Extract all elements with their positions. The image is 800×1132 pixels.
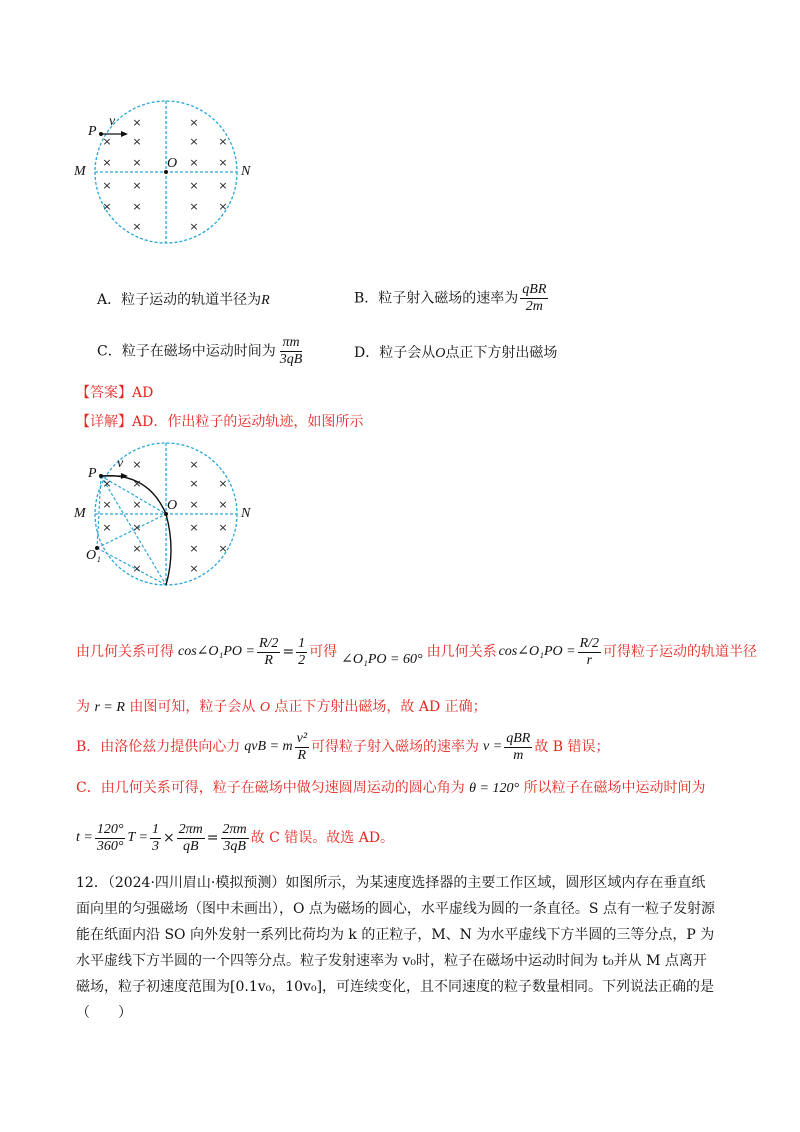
figure1-label-O: O <box>167 156 178 171</box>
figure1-label-P: P <box>88 124 97 139</box>
option-d-math: O <box>435 346 446 361</box>
svg-text:×: × <box>102 156 112 169</box>
detail-text: AD．作出粒子的运动轨迹，如图所示 <box>132 414 364 430</box>
svg-text:×: × <box>189 116 199 129</box>
svg-text:×: × <box>102 135 112 148</box>
svg-text:×: × <box>132 477 142 490</box>
svg-text:×: × <box>189 200 199 213</box>
line1-frac2 <box>296 636 307 669</box>
svg-text:×: × <box>102 179 112 192</box>
line5-frac2-num: 1 <box>151 821 159 837</box>
svg-text:×: × <box>189 220 199 233</box>
line5-frac4-den: 3qB <box>223 838 246 854</box>
line1-frac1-num: R/2 <box>258 635 279 651</box>
line1-frac2-den: 2 <box>298 652 306 668</box>
option-d-tail: 点正下方射出磁场 <box>445 345 558 361</box>
svg-text:×: × <box>218 135 228 148</box>
svg-text:×: × <box>189 135 199 148</box>
svg-text:×: × <box>132 200 142 213</box>
figure2-label-M: M <box>74 506 86 521</box>
figure2-label-O: O <box>167 498 178 513</box>
svg-text:×: × <box>218 179 228 192</box>
line3-frac <box>295 731 309 764</box>
line5-eq: = <box>206 830 219 846</box>
line1-cos2: cos∠O₁PO = <box>498 644 576 659</box>
svg-text:×: × <box>189 498 199 511</box>
line2-text-c: 点正下方射出磁场，故 AD 正确； <box>274 699 487 715</box>
line3-frac2-num: qBR <box>506 730 531 746</box>
line3-frac-num: v² <box>296 730 308 746</box>
svg-text:×: × <box>218 498 228 511</box>
solution-line-2 <box>76 697 487 718</box>
svg-text:×: × <box>218 156 228 169</box>
option-b-fraction <box>520 282 548 315</box>
svg-text:×: × <box>132 521 142 534</box>
line5-frac2 <box>150 822 161 855</box>
svg-text:×: × <box>132 458 142 471</box>
svg-text:×: × <box>189 458 199 471</box>
line2-text-b: 由图可知，粒子会从 <box>129 699 256 715</box>
line5-frac4 <box>221 822 249 855</box>
answer-label: 【答案】 <box>76 385 132 401</box>
line5-T: T = <box>127 830 148 845</box>
detail-label: 【详解】 <box>76 414 132 430</box>
svg-text:×: × <box>132 562 142 575</box>
answer-line <box>76 383 153 403</box>
line1-text-a: 由几何关系可得 <box>76 644 174 660</box>
line5-frac4-num: 2πm <box>222 821 247 837</box>
svg-text:×: × <box>132 542 142 555</box>
line4-math: θ = 120° <box>469 781 520 796</box>
option-d <box>354 343 557 364</box>
svg-text:×: × <box>189 477 199 490</box>
line1-frac3-den: r <box>586 652 593 668</box>
svg-text:×: × <box>218 477 228 490</box>
option-b-den: 2m <box>525 299 543 314</box>
line1-eq: = <box>282 644 295 660</box>
line5-frac1 <box>95 822 126 855</box>
svg-text:×: × <box>189 542 199 555</box>
figure1-label-M: M <box>74 164 86 179</box>
figure-2-trajectory-diagram <box>70 432 270 597</box>
figure-1-magnetic-field-diagram <box>70 90 270 255</box>
line3-frac-den: R <box>297 747 307 763</box>
solution-line-3 <box>76 728 610 766</box>
svg-text:×: × <box>189 156 199 169</box>
figure2-label-P: P <box>88 466 97 481</box>
line1-text-b: 可得 <box>309 644 338 660</box>
line1-frac1 <box>257 636 280 669</box>
option-a-math: R <box>261 293 270 308</box>
svg-text:×: × <box>132 116 142 129</box>
line4-text-b: 所以粒子在磁场中运动时间为 <box>523 780 706 796</box>
line3-text-c: 故 B 错误； <box>534 739 610 755</box>
option-c <box>97 335 306 368</box>
svg-text:×: × <box>102 498 112 511</box>
line5-frac3 <box>177 822 205 855</box>
svg-text:×: × <box>218 542 228 555</box>
line5-text-a: 故 C 错误。故选 AD。 <box>250 830 395 846</box>
line5-frac3-num: 2πm <box>178 821 203 837</box>
svg-text:×: × <box>132 135 142 148</box>
option-c-fraction <box>278 335 305 368</box>
line3-math: qvB = m <box>244 739 293 754</box>
option-b <box>354 282 550 315</box>
line1-frac3 <box>578 636 601 669</box>
option-a-text: A．粒子运动的轨道半径为 <box>97 292 262 308</box>
line5-frac3-den: qB <box>182 838 199 854</box>
solution-line-1 <box>76 622 757 682</box>
line1-text-c: 由几何关系 <box>426 644 497 660</box>
line1-angle: ∠O₁PO = 60° <box>341 652 423 667</box>
line3-frac2 <box>504 731 532 764</box>
figure1-label-v: v <box>109 114 116 129</box>
option-c-den: 3qB <box>279 352 303 367</box>
svg-text:×: × <box>189 179 199 192</box>
line1-cos1: cos∠O₁PO = <box>178 644 255 659</box>
option-c-num: πm <box>282 335 300 350</box>
svg-text:×: × <box>189 521 199 534</box>
line5-frac2-den: 3 <box>151 838 159 854</box>
line1-frac3-num: R/2 <box>579 635 600 651</box>
svg-text:×: × <box>189 562 199 575</box>
figure2-label-N: N <box>241 506 251 521</box>
line4-text-a: C．由几何关系可得，粒子在磁场中做匀速圆周运动的圆心角为 <box>76 780 465 796</box>
line5-frac1-num: 120° <box>96 821 124 837</box>
svg-text:×: × <box>132 156 142 169</box>
line5-t: t = <box>76 830 93 845</box>
line2-text-a: 为 <box>76 699 90 715</box>
line3-frac2-den: m <box>513 747 524 763</box>
detail-line <box>76 412 363 432</box>
line2-math: r = R <box>94 700 125 715</box>
svg-text:×: × <box>132 179 142 192</box>
question-12: 12．（2024·四川眉山·模拟预测）如图所示，为某速度选择器的主要工作区域，圆形区域内存在垂直纸面向里的匀强磁场（图中未画出），O 点为磁场的圆心，水平虚线为圆的一条直径。S 点有一粒子发射源能在纸面内沿 SO 向外发射一系列比荷均为 k 的正粒子，M、N 为水平虚线下方半圆的三等分点，P 为水平虚线下方半圆的一个四等分点。粒子发射速率为 v₀时，粒子在磁场中运动时间为 t₀并从 M 点离开磁场，粒子初速度范围为[0.1v₀，10v₀]，可连续变化，且不同速度的粒子数量相同。下列说法正确的是（ ） <box>76 875 715 1021</box>
svg-text:×: × <box>132 498 142 511</box>
solution-line-5 <box>76 818 394 858</box>
figure1-label-N: N <box>241 164 251 179</box>
svg-text:×: × <box>218 200 228 213</box>
line5-times: × <box>162 830 175 846</box>
line2-o: O <box>259 700 270 715</box>
svg-text:×: × <box>218 521 228 534</box>
line3-text-a: B．由洛伦兹力提供向心力 <box>76 739 241 755</box>
answer-value: AD <box>132 385 154 401</box>
line1-frac1-den: R <box>264 652 273 668</box>
figure2-label-v: v <box>117 456 124 471</box>
solution-line-4 <box>76 778 706 799</box>
option-d-text: D．粒子会从 <box>354 345 436 361</box>
option-a <box>97 290 270 311</box>
option-b-text: B．粒子射入磁场的速率为 <box>354 290 519 307</box>
svg-text:×: × <box>102 521 112 534</box>
line5-frac1-den: 360° <box>96 838 124 854</box>
svg-text:×: × <box>102 477 112 490</box>
line1-text-d: 可得粒子运动的轨道半径 <box>603 644 758 660</box>
svg-text:×: × <box>132 220 142 233</box>
option-b-num: qBR <box>522 282 547 297</box>
option-c-text: C．粒子在磁场中运动时间为 <box>97 343 276 360</box>
figure2-label-O1: O₁ <box>86 548 101 563</box>
svg-text:×: × <box>102 200 112 213</box>
line3-math2: v = <box>483 739 503 754</box>
line3-text-b: 可得粒子射入磁场的速率为 <box>311 739 480 755</box>
line1-frac2-num: 1 <box>298 635 306 651</box>
